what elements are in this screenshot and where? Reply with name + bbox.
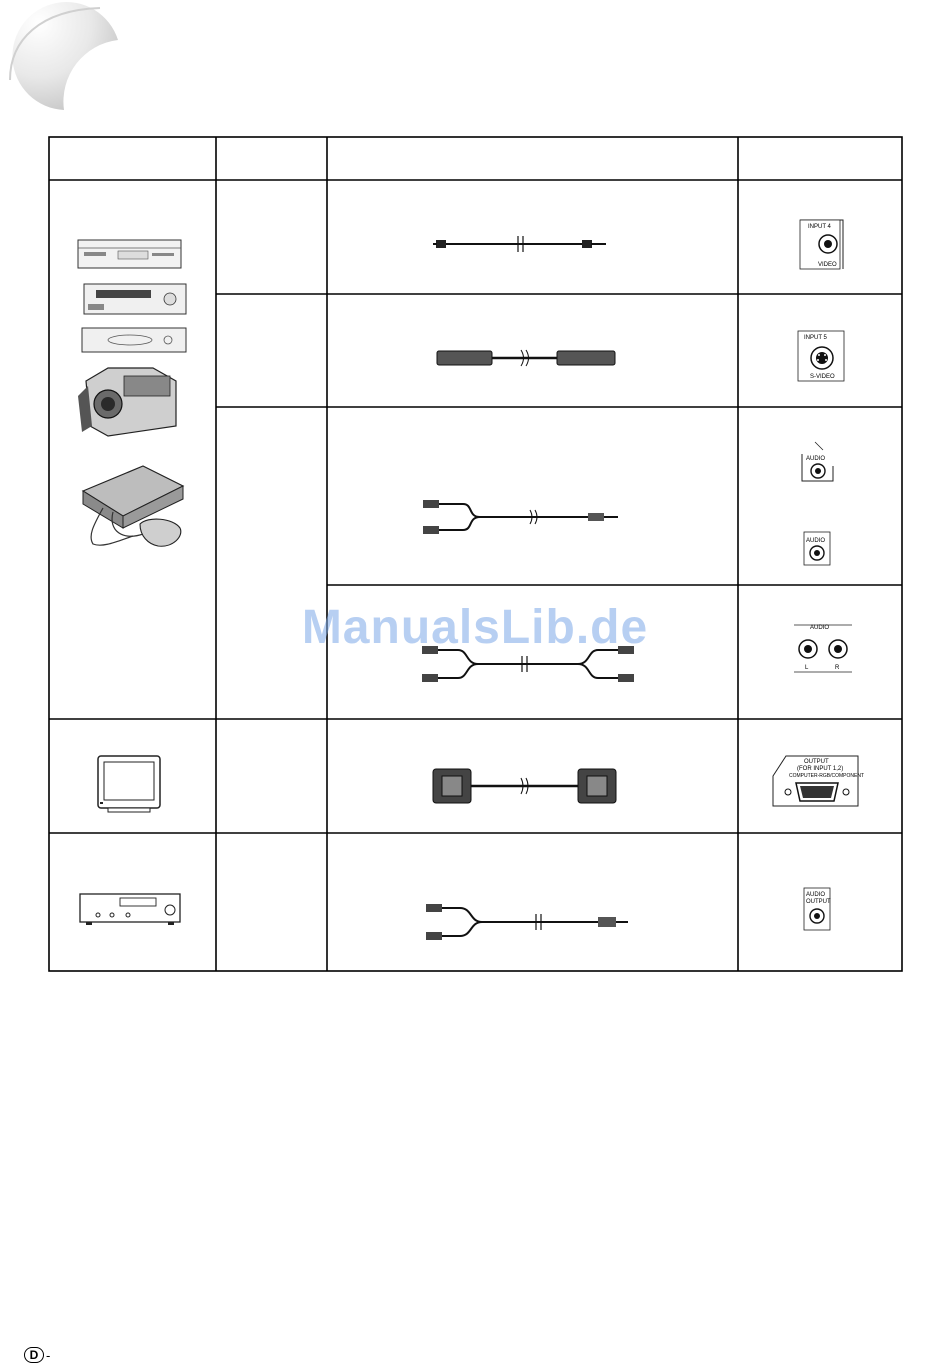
computer-rgb-output-port	[773, 756, 864, 806]
composite-video-cable	[433, 236, 606, 252]
audio-a-label: AUDIO	[806, 456, 826, 462]
input5-label: INPUT 5	[804, 335, 827, 341]
rgb-vga-cable	[433, 769, 616, 803]
audio-left-label: L	[805, 665, 809, 671]
watermark: ManualsLib.de	[301, 601, 649, 654]
output-label: OUTPUT	[804, 759, 829, 765]
rca-to-minijack-cable	[423, 500, 618, 534]
set-top-box-image	[82, 328, 186, 352]
input5-sublabel: S-VIDEO	[810, 374, 835, 380]
connection-table	[48, 136, 903, 972]
audio-out-label: AUDIO	[806, 892, 826, 898]
rca-to-minijack-output-cable	[426, 904, 628, 940]
camcorder-image	[78, 368, 176, 436]
input4-label: INPUT 4	[808, 224, 831, 230]
audio-b-label: AUDIO	[806, 538, 826, 544]
output-type-label: COMPUTER-RGB/COMPONENT	[789, 773, 864, 779]
audio-in-port-b	[804, 532, 830, 565]
monitor-image	[98, 756, 160, 812]
audio-out-sublabel: OUTPUT	[806, 899, 831, 905]
vcr-image	[84, 284, 186, 314]
audio-lr-label: AUDIO	[810, 625, 830, 631]
audio-output-port	[804, 888, 831, 930]
input5-s-video-port	[798, 331, 844, 381]
input4-sublabel: VIDEO	[818, 262, 837, 268]
audio-in-port-a	[802, 442, 833, 481]
input4-video-port	[800, 220, 843, 269]
audio-right-label: R	[835, 665, 840, 671]
dvd-player-image	[78, 240, 181, 268]
language-badge: D	[24, 1347, 44, 1363]
audio-amplifier-image	[80, 894, 180, 925]
output-sublabel: (FOR INPUT 1,2)	[797, 766, 844, 772]
page-footer	[24, 1344, 50, 1366]
corner-decoration	[0, 0, 130, 120]
page-number-dash: -	[46, 1347, 51, 1363]
game-console-image	[83, 466, 183, 546]
s-video-cable	[437, 350, 615, 366]
